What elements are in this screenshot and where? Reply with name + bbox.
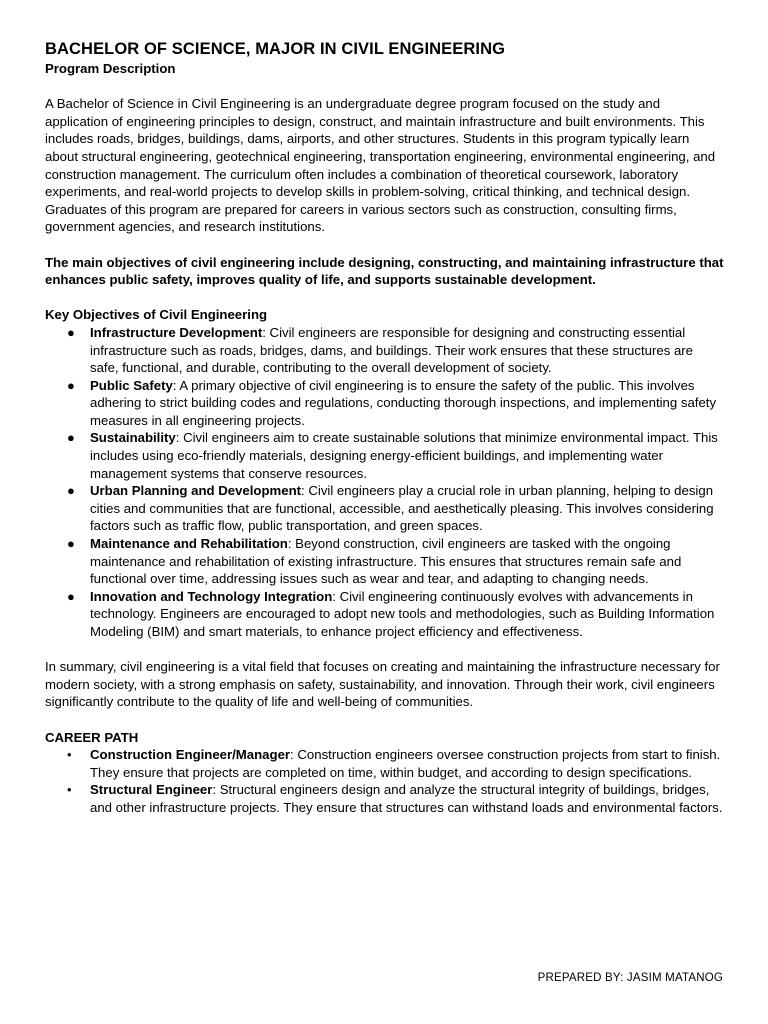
bullet-icon: ● — [67, 377, 75, 393]
list-item — [45, 482, 725, 535]
list-item-text: : Civil engineers aim to create sustainable solutions that minimize environmental impact. This includes using eco-friendly materials, designing energy-efficient buildings, and implementing water management systems that conserve resources. — [90, 430, 718, 481]
list-item — [45, 377, 725, 430]
list-item — [45, 781, 725, 816]
prepared-by-footer: PREPARED BY: JASIM MATANOG — [537, 972, 723, 984]
document-title: BACHELOR OF SCIENCE, MAJOR IN CIVIL ENGINEERING — [45, 40, 506, 58]
main-objectives-paragraph: The main objectives of civil engineering include designing, constructing, and maintaining infrastructure that enhances public safety, improves quality of life, and supports sustainable development. — [45, 254, 724, 288]
list-item-text: : Beyond construction, civil engineers are tasked with the ongoing maintenance and rehabilitation of existing infrastructure. This ensures that structures remain safe and functional over time, addressing issues such as wear and tear, and adapting to changing needs. — [90, 536, 682, 587]
list-item-text: : Civil engineers are responsible for designing and constructing essential infrastructure such as roads, bridges, dams, and buildings. Their work ensures that these structures are safe, functional, and durable, contributing to the overall development of society. — [90, 324, 694, 376]
list-item-term: Construction Engineer/Manager — [90, 747, 291, 763]
career-path-list — [45, 746, 725, 816]
list-item-term: Structural Engineer — [90, 782, 213, 798]
list-item — [45, 535, 725, 588]
list-item-term: Maintenance and Rehabilitation — [90, 536, 288, 552]
bullet-icon: • — [67, 782, 72, 798]
list-item-text: : Civil engineers play a crucial role in urban planning, helping to design cities and communities that are functional, accessible, and aesthetically pleasing. This involves considering factors such as traffic flow, public transportation, and green spaces. — [90, 483, 714, 534]
list-item — [45, 746, 725, 781]
list-item-term: Innovation and Technology Integration — [90, 588, 333, 604]
list-item-term: Sustainability — [90, 430, 176, 446]
program-description-subtitle: Program Description — [45, 61, 176, 76]
list-item-text: : Construction engineers oversee construction projects from start to finish. They ensure that projects are completed on time, within budget, and according to design specifications. — [90, 747, 721, 780]
bullet-icon: • — [67, 747, 72, 763]
list-item — [45, 588, 725, 641]
list-item-text: : Structural engineers design and analyze the structural integrity of buildings, bridges, and other infrastructure projects. They ensure that structures can withstand loads and environmental factors. — [90, 782, 723, 815]
summary-paragraph: In summary, civil engineering is a vital field that focuses on creating and maintaining the infrastructure necessary for modern society, with a strong emphasis on safety, sustainability, and innovation. Through their work, civil engineers significantly contribute to the quality of life and well-being of communities. — [45, 659, 720, 710]
list-item-text: : Civil engineering continuously evolves with advancements in technology. Engineers are encouraged to adopt new tools and methodologies, such as Building Information Modeling (BIM) and smart materials, to enhance project efficiency and effectiveness. — [90, 588, 715, 639]
list-item — [45, 429, 725, 482]
bullet-icon: ● — [67, 588, 75, 604]
key-objectives-list — [45, 324, 725, 641]
list-item-term: Infrastructure Development — [90, 324, 263, 340]
document-page — [45, 38, 725, 817]
bullet-icon: ● — [67, 324, 75, 340]
list-item — [45, 324, 725, 377]
key-objectives-heading: Key Objectives of Civil Engineering — [45, 307, 268, 323]
list-item-term: Urban Planning and Development — [90, 483, 302, 499]
bullet-icon: ● — [67, 536, 75, 552]
list-item-text: : A primary objective of civil engineering is to ensure the safety of the public. This involves adhering to strict building codes and regulations, conducting thorough inspections, and implementing safety measures in all engineering projects. — [90, 377, 717, 428]
bullet-icon: ● — [67, 430, 75, 446]
bullet-icon: ● — [67, 483, 75, 499]
career-path-heading: CAREER PATH — [45, 729, 139, 745]
intro-paragraph: A Bachelor of Science in Civil Engineering is an undergraduate degree program focused on the study and application of engineering principles to design, construct, and maintain infrastructure and built environments. This includes roads, bridges, buildings, dams, airports, and other structures. Students in this program typically learn about structural engineering, geotechnical engineering, transportation engineering, environmental engineering, and construction management. The curriculum often includes a combination of theoretical coursework, laboratory experiments, and real-world projects to develop skills in problem-solving, critical thinking, and technical design. Graduates of this program are prepared for careers in various sectors such as construction, consulting firms, government agencies, and research institutions. — [45, 96, 716, 235]
list-item-term: Public Safety — [90, 377, 173, 393]
